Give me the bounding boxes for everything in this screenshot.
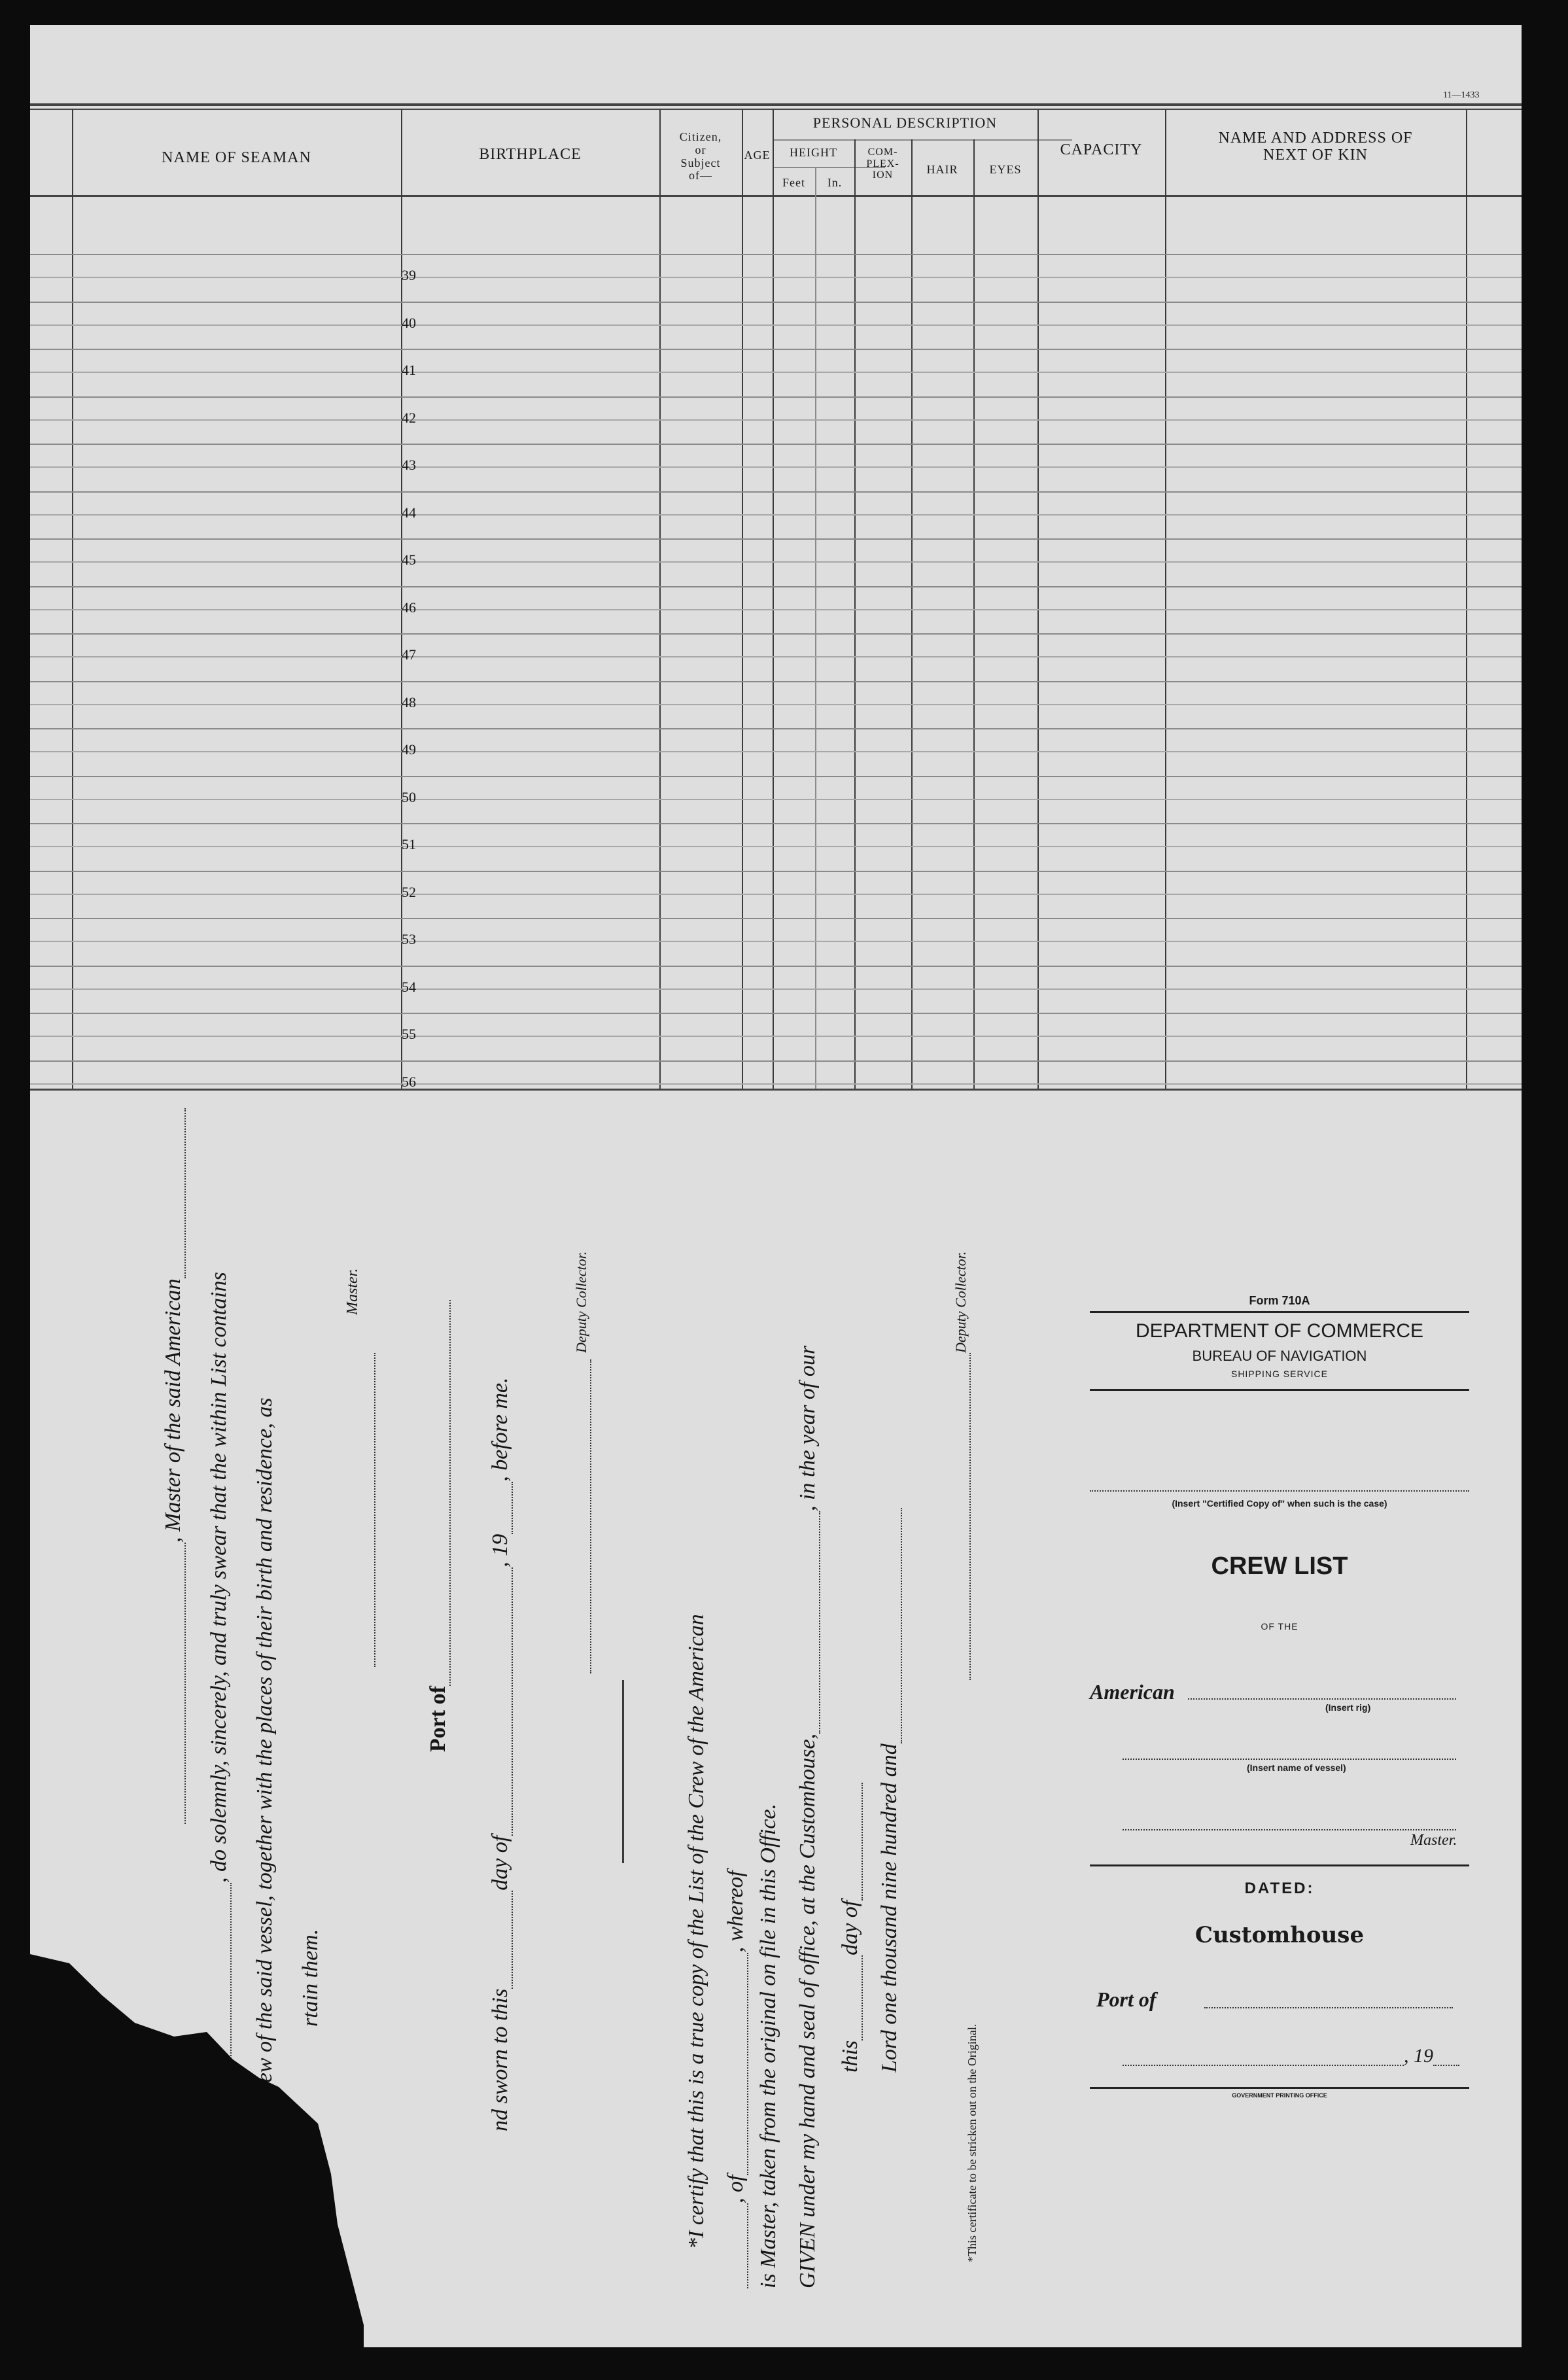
printing-office-label: GOVERNMENT PRINTING OFFICE bbox=[1232, 2092, 1327, 2099]
header-complexion: COM- PLEX- ION bbox=[866, 147, 899, 181]
header-height: HEIGHT bbox=[790, 146, 837, 159]
certificate-footnote: *This certificate to be stricken out on the Original. bbox=[966, 2023, 979, 2262]
torn-corner bbox=[30, 1922, 684, 2380]
cover-port-of: Port of bbox=[1096, 1987, 1157, 2011]
crew-list-title: CREW LIST bbox=[1211, 1552, 1348, 1580]
header-capacity: CAPACITY bbox=[1060, 141, 1143, 158]
row-number: 46 bbox=[402, 599, 416, 616]
header-eyes: EYES bbox=[989, 163, 1022, 176]
row-number: 48 bbox=[402, 693, 416, 710]
insert-vessel-note: (Insert name of vessel) bbox=[1247, 1762, 1346, 1773]
certificate-line-2: is Master, taken from the original on file in this Office. bbox=[756, 1803, 780, 2288]
department-title: DEPARTMENT OF COMMERCE bbox=[1135, 1320, 1424, 1342]
certificate-line-1: *I certify that this is a true copy of the List of the Crew of the American bbox=[684, 1614, 708, 2249]
oath-master-label: Master. bbox=[344, 1268, 361, 1315]
deputy-signature-line-1 bbox=[566, 1359, 591, 1673]
row-number: 53 bbox=[402, 931, 416, 947]
row-number: 45 bbox=[402, 551, 416, 568]
row-number: 50 bbox=[402, 788, 416, 805]
row-number: 54 bbox=[402, 978, 416, 995]
certificate-line-whereof: , of, whereof bbox=[723, 1870, 748, 2288]
service-title: SHIPPING SERVICE bbox=[1230, 1369, 1328, 1379]
oath-port-of: Port of bbox=[426, 1300, 451, 1752]
oath-line-3: the Crew of the said vessel, together with the places of their birth and residence, as bbox=[253, 1397, 277, 2138]
insert-certified-note: (Insert "Certified Copy of" when such is the case) bbox=[1172, 1498, 1387, 1509]
deputy-collector-label-1: Deputy Collector. bbox=[573, 1251, 589, 1353]
of-the-label: OF THE bbox=[1261, 1621, 1298, 1632]
header-birthplace: BIRTHPLACE bbox=[479, 146, 582, 163]
row-number: 43 bbox=[402, 457, 416, 473]
header-next-of-kin: NAME AND ADDRESS OF NEXT OF KIN bbox=[1218, 130, 1413, 164]
row-number: 51 bbox=[402, 836, 416, 852]
header-citizen: Citizen, or Subject of— bbox=[679, 130, 722, 183]
row-number: 44 bbox=[402, 504, 416, 521]
row-number: 56 bbox=[402, 1073, 416, 1090]
form-number: 11—1433 bbox=[1443, 90, 1480, 100]
header-inches: In. bbox=[827, 176, 843, 189]
row-number: 52 bbox=[402, 883, 416, 900]
header-feet: Feet bbox=[782, 176, 805, 189]
insert-rig-note: (Insert rig) bbox=[1325, 1702, 1371, 1713]
oath-line-4: rtain them. bbox=[298, 1929, 322, 2027]
bureau-title: BUREAU OF NAVIGATION bbox=[1192, 1348, 1367, 1364]
row-number: 49 bbox=[402, 741, 416, 758]
row-number: 47 bbox=[402, 646, 416, 663]
master-signature-line bbox=[351, 1353, 375, 1667]
row-number: 55 bbox=[402, 1026, 416, 1042]
row-number: 41 bbox=[402, 362, 416, 378]
oath-sworn-line: nd sworn to thisday of, 19, before me. bbox=[488, 1377, 512, 2131]
row-number: 42 bbox=[402, 409, 416, 426]
certificate-line-3: GIVEN under my hand and seal of office, at the Customhouse,, in the year of our bbox=[795, 1345, 820, 2288]
header-hair: HAIR bbox=[926, 163, 958, 176]
oath-line-2: , do solemnly, sincerely, and truly swear that the within List contains bbox=[207, 1272, 232, 2131]
american-label: American bbox=[1090, 1680, 1175, 1704]
header-name-of-seaman: NAME OF SEAMAN bbox=[162, 149, 311, 166]
header-personal-description: PERSONAL DESCRIPTION bbox=[812, 114, 998, 131]
certificate-line-5: Lord one thousand nine hundred and bbox=[877, 1508, 902, 2073]
header-age: AGE bbox=[744, 149, 771, 162]
crew-table bbox=[30, 25, 1522, 1098]
deputy-signature-line-2 bbox=[946, 1353, 971, 1680]
customhouse-label: Customhouse bbox=[1194, 1922, 1365, 1948]
dated-label: DATED: bbox=[1244, 1880, 1315, 1897]
crew-list-sheet bbox=[30, 25, 1522, 2347]
form-label: Form 710A bbox=[1249, 1294, 1310, 1307]
deputy-collector-label-2: Deputy Collector. bbox=[952, 1251, 969, 1353]
oath-line-1: , Master of the said American bbox=[161, 1108, 186, 1824]
row-number: 40 bbox=[402, 314, 416, 331]
row-number: 39 bbox=[402, 267, 416, 283]
certificate-line-4: thisday of bbox=[838, 1783, 863, 2073]
cover-master-label: Master. bbox=[1410, 1832, 1457, 1849]
cover-year: , 19 bbox=[1404, 2045, 1433, 2067]
